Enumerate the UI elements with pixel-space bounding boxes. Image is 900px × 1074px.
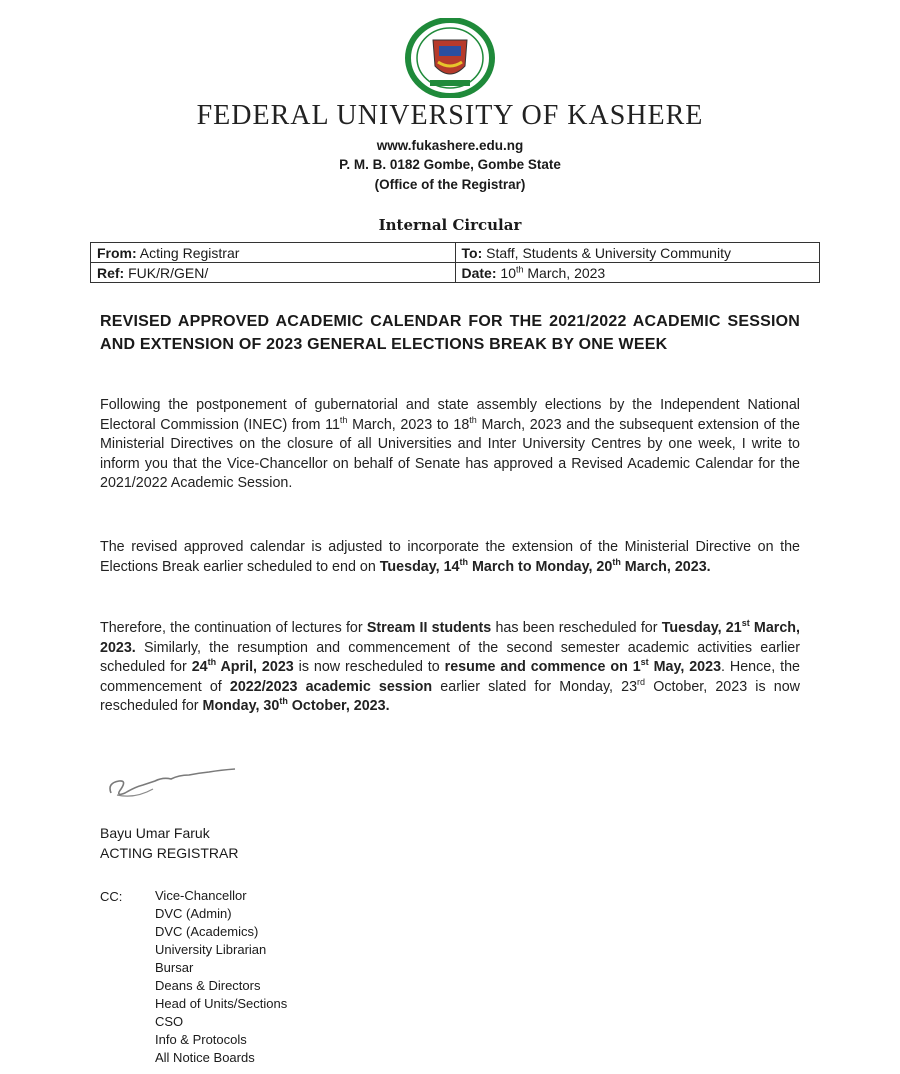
handwritten-signature <box>105 763 250 803</box>
memo-from: From: Acting Registrar <box>91 243 456 263</box>
signatory-title: ACTING REGISTRAR <box>100 845 239 861</box>
cc-item: CSO <box>155 1014 184 1029</box>
registrar-office: (Office of the Registrar) <box>374 177 526 192</box>
memo-header-table <box>90 242 820 283</box>
university-logo <box>405 18 495 98</box>
cc-item: DVC (Academics) <box>155 924 259 939</box>
paragraph-2: The revised approved calendar is adjusted to incorporate the extension of the Ministerial Directive on the Elections Break earlier scheduled to end on Tuesday, 14th March to Monday, 20th March, 2023. <box>100 539 800 575</box>
cc-item: All Notice Boards <box>155 1050 255 1065</box>
paragraph-3: Therefore, the continuation of lectures for Stream II students has been rescheduled for Tuesday, 21st March, 2023. Similarly, the resumption and commencement of the second semester academic activities earlier scheduled for 24th April, 2023 is now rescheduled to resume and commence on 1st May, 2023. Hence, the commencement of 2022/2023 academic session earlier slated for Monday, 23rd October, 2023 is now rescheduled for Monday, 30th October, 2023. <box>100 618 800 714</box>
cc-item: Info & Protocols <box>155 1032 247 1047</box>
cc-item: Deans & Directors <box>155 978 261 993</box>
cc-list <box>155 887 287 1067</box>
memo-date: Date: 10th March, 2023 <box>455 263 820 283</box>
paragraph-1: Following the postponement of gubernatorial and state assembly elections by the Independent National Electoral Commission (INEC) from 11th March, 2023 to 18th March, 2023 and the subsequent extension of the Ministerial Directives on the closure of all Universities and Inter University Centres by one week, I write to inform you that the Vice-Chancellor on behalf of Senate has approved a Revised Academic Calendar for the 2021/2022 Academic Session. <box>100 397 801 491</box>
university-website: www.fukashere.edu.ng <box>376 138 524 153</box>
cc-item: Vice-Chancellor <box>155 888 247 903</box>
university-address: P. M. B. 0182 Gombe, Gombe State <box>339 157 561 172</box>
memo-to: To: Staff, Students & University Community <box>455 243 820 263</box>
cc-item: DVC (Admin) <box>155 906 232 921</box>
cc-item: Bursar <box>155 960 194 975</box>
circular-title: REVISED APPROVED ACADEMIC CALENDAR FOR THE 2021/2022 ACADEMIC SESSION AND EXTENSION OF 2023 GENERAL ELECTIONS BREAK BY ONE WEEK <box>100 313 800 353</box>
university-name: FEDERAL UNIVERSITY OF KASHERE <box>196 100 704 131</box>
cc-label: CC: <box>100 889 123 904</box>
cc-item: Head of Units/Sections <box>155 996 288 1011</box>
memo-ref: Ref: FUK/R/GEN/ <box>91 263 456 283</box>
cc-item: University Librarian <box>155 942 267 957</box>
circular-label: Internal Circular <box>378 216 522 234</box>
signatory-name: Bayu Umar Faruk <box>100 825 210 841</box>
signatory-block <box>100 823 238 863</box>
